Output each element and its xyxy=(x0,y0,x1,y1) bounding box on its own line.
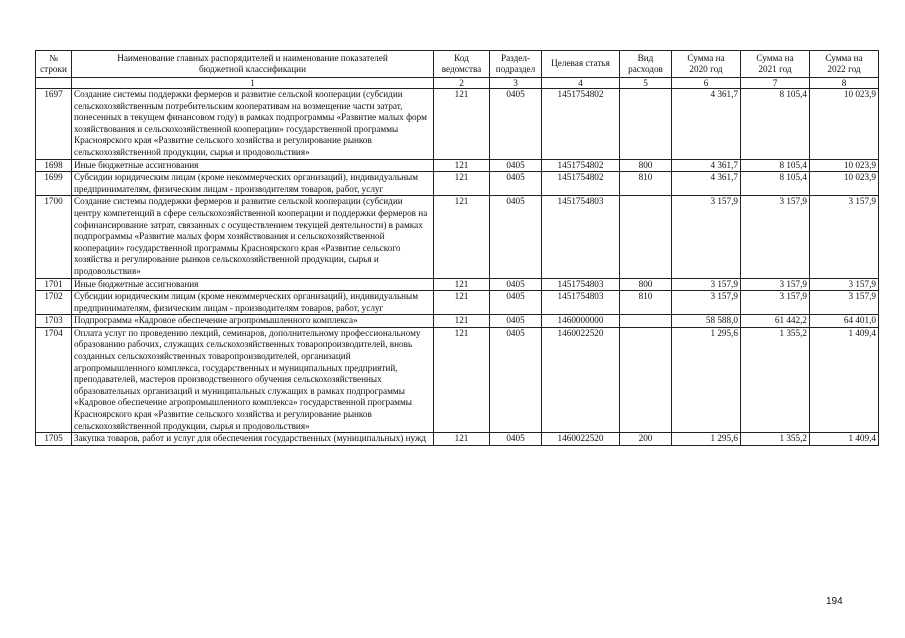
header-section-label: Раздел- подраздел xyxy=(495,52,536,74)
cell-row-no: 1701 xyxy=(36,278,72,291)
cell-sum-2022: 64 401,0 xyxy=(810,315,879,328)
cell-sum-2020: 3 157,9 xyxy=(672,291,741,315)
cell-code: 121 xyxy=(434,159,490,172)
column-number: 5 xyxy=(620,78,672,89)
cell-row-no: 1700 xyxy=(36,196,72,278)
cell-sum-2022: 3 157,9 xyxy=(810,196,879,278)
header-target xyxy=(542,51,620,78)
cell-sum-2021: 1 355,2 xyxy=(741,327,810,432)
cell-code: 121 xyxy=(434,196,490,278)
column-number-row xyxy=(36,78,879,89)
header-target-label: Целевая статья xyxy=(551,58,610,69)
cell-row-no: 1702 xyxy=(36,291,72,315)
table-row xyxy=(36,196,879,278)
header-sum-2022-label: Сумма на 2022 год xyxy=(825,52,863,74)
cell-target: 1451754802 xyxy=(542,89,620,160)
cell-row-no: 1699 xyxy=(36,172,72,196)
column-number: 1 xyxy=(72,78,434,89)
cell-code: 121 xyxy=(434,327,490,432)
cell-sum-2021: 8 105,4 xyxy=(741,172,810,196)
cell-section: 0405 xyxy=(490,327,542,432)
cell-sum-2020: 1 295,6 xyxy=(672,433,741,446)
cell-type: 200 xyxy=(620,433,672,446)
cell-row-no: 1705 xyxy=(36,433,72,446)
cell-type: 810 xyxy=(620,172,672,196)
cell-sum-2022: 10 023,9 xyxy=(810,159,879,172)
cell-sum-2020: 4 361,7 xyxy=(672,159,741,172)
cell-sum-2021: 3 157,9 xyxy=(741,291,810,315)
cell-name: Оплата услуг по проведению лекций, семинаров, дополнительному профессиональному образованию рабочих, служащих сельскохозяйственных товаропроизводителей, вновь созданных сельскохозяйственных товаропроизводителей, организаций агропромышленного комплекса, государственных и муниципальных предприятий, преподавателей, мастеров производственного обучения сельскохозяйственных образовательных организаций и муниципальных служащих в рамках подпрограммы «Кадровое обеспечение агропромышленного комплекса» государственной программы Красноярского края «Развитие сельского хозяйства и регулирование рынков сельскохозяйственной продукции, сырья и продовольствия» xyxy=(72,327,434,432)
header-name-label: Наименование главных распорядителей и наименование показателей бюджетной классификации xyxy=(117,52,388,74)
table-row xyxy=(36,89,879,160)
cell-row-no: 1703 xyxy=(36,315,72,328)
column-number: 4 xyxy=(542,78,620,89)
cell-section: 0405 xyxy=(490,278,542,291)
cell-type: 810 xyxy=(620,291,672,315)
table-row xyxy=(36,291,879,315)
cell-sum-2022: 10 023,9 xyxy=(810,89,879,160)
page-number: 194 xyxy=(826,596,843,607)
cell-target: 1460022520 xyxy=(542,327,620,432)
table-body xyxy=(36,89,879,446)
column-number: 2 xyxy=(434,78,490,89)
cell-name: Создание системы поддержки фермеров и развитие сельской кооперации (субсидии центру компетенций в сфере сельскохозяйственной кооперации и поддержки фермеров на софинансирование затрат, связанных с осуществлением текущей деятельности) в рамках подпрограммы «Развитие малых форм хозяйствования и сельскохозяйственной кооперации» государственной программы Красноярского края «Развитие сельского хозяйства и регулирование рынков сельскохозяйственной продукции, сырья и продовольствия» xyxy=(72,196,434,278)
cell-row-no: 1697 xyxy=(36,89,72,160)
header-row-no-label: № строки xyxy=(40,52,67,74)
cell-sum-2021: 3 157,9 xyxy=(741,278,810,291)
header-code-label: Код ведомства xyxy=(441,52,482,74)
cell-sum-2020: 3 157,9 xyxy=(672,196,741,278)
cell-name: Закупка товаров, работ и услуг для обеспечения государственных (муниципальных) нужд xyxy=(72,433,434,446)
header-sum-2021 xyxy=(741,51,810,78)
header-sum-2022 xyxy=(810,51,879,78)
cell-type: 800 xyxy=(620,159,672,172)
cell-name: Субсидии юридическим лицам (кроме некоммерческих организаций), индивидуальным предпринимателям, физическим лицам - производителям товаров, работ, услуг xyxy=(72,291,434,315)
column-number: 8 xyxy=(810,78,879,89)
cell-target: 1451754803 xyxy=(542,278,620,291)
cell-code: 121 xyxy=(434,278,490,291)
cell-type xyxy=(620,327,672,432)
cell-sum-2022: 3 157,9 xyxy=(810,278,879,291)
table-row xyxy=(36,159,879,172)
header-sum-2021-label: Сумма на 2021 год xyxy=(756,52,794,74)
table-row xyxy=(36,278,879,291)
cell-sum-2020: 58 588,0 xyxy=(672,315,741,328)
header-sum-2020-label: Сумма на 2020 год xyxy=(687,52,725,74)
table-row xyxy=(36,172,879,196)
budget-table-sheet xyxy=(35,50,878,446)
cell-code: 121 xyxy=(434,291,490,315)
header-type-label: Вид расходов xyxy=(628,52,663,74)
cell-type xyxy=(620,315,672,328)
cell-sum-2022: 1 409,4 xyxy=(810,327,879,432)
cell-name: Иные бюджетные ассигнования xyxy=(72,278,434,291)
header-code xyxy=(434,51,490,78)
cell-sum-2020: 4 361,7 xyxy=(672,89,741,160)
header-row-no xyxy=(36,51,72,78)
cell-section: 0405 xyxy=(490,433,542,446)
column-number: 3 xyxy=(490,78,542,89)
cell-section: 0405 xyxy=(490,89,542,160)
cell-type xyxy=(620,89,672,160)
cell-sum-2020: 4 361,7 xyxy=(672,172,741,196)
cell-sum-2021: 8 105,4 xyxy=(741,159,810,172)
table-row xyxy=(36,327,879,432)
cell-sum-2022: 1 409,4 xyxy=(810,433,879,446)
cell-name: Подпрограмма «Кадровое обеспечение агропромышленного комплекса» xyxy=(72,315,434,328)
column-number: 7 xyxy=(741,78,810,89)
cell-code: 121 xyxy=(434,172,490,196)
cell-name: Иные бюджетные ассигнования xyxy=(72,159,434,172)
cell-type xyxy=(620,196,672,278)
cell-row-no: 1704 xyxy=(36,327,72,432)
cell-name: Создание системы поддержки фермеров и развитие сельской кооперации (субсидии сельскохозяйственным потребительским кооперативам на возмещение части затрат, понесенных в текущем финансовом году) в рамках подпрограммы «Развитие малых форм хозяйствования и сельскохозяйственной кооперации» государственной программы Красноярского края «Развитие сельского хозяйства и регулирование рынков сельскохозяйственной продукции, сырья и продовольствия» xyxy=(72,89,434,160)
cell-code: 121 xyxy=(434,433,490,446)
header-type xyxy=(620,51,672,78)
cell-sum-2021: 1 355,2 xyxy=(741,433,810,446)
cell-sum-2021: 61 442,2 xyxy=(741,315,810,328)
cell-row-no: 1698 xyxy=(36,159,72,172)
cell-section: 0405 xyxy=(490,159,542,172)
column-number: 6 xyxy=(672,78,741,89)
cell-target: 1451754803 xyxy=(542,196,620,278)
cell-sum-2022: 10 023,9 xyxy=(810,172,879,196)
header-row xyxy=(36,51,879,78)
cell-target: 1460022520 xyxy=(542,433,620,446)
column-number xyxy=(36,78,72,89)
header-name xyxy=(72,51,434,78)
cell-target: 1451754803 xyxy=(542,291,620,315)
cell-target: 1451754802 xyxy=(542,172,620,196)
cell-sum-2022: 3 157,9 xyxy=(810,291,879,315)
cell-section: 0405 xyxy=(490,196,542,278)
cell-sum-2020: 1 295,6 xyxy=(672,327,741,432)
cell-target: 1451754802 xyxy=(542,159,620,172)
cell-section: 0405 xyxy=(490,291,542,315)
cell-section: 0405 xyxy=(490,315,542,328)
cell-sum-2021: 8 105,4 xyxy=(741,89,810,160)
header-sum-2020 xyxy=(672,51,741,78)
cell-sum-2020: 3 157,9 xyxy=(672,278,741,291)
cell-sum-2021: 3 157,9 xyxy=(741,196,810,278)
header-section xyxy=(490,51,542,78)
table-row xyxy=(36,315,879,328)
cell-section: 0405 xyxy=(490,172,542,196)
budget-table xyxy=(35,50,879,446)
cell-type: 800 xyxy=(620,278,672,291)
cell-target: 1460000000 xyxy=(542,315,620,328)
table-row xyxy=(36,433,879,446)
cell-code: 121 xyxy=(434,315,490,328)
cell-name: Субсидии юридическим лицам (кроме некоммерческих организаций), индивидуальным предпринимателям, физическим лицам - производителям товаров, работ, услуг xyxy=(72,172,434,196)
cell-code: 121 xyxy=(434,89,490,160)
